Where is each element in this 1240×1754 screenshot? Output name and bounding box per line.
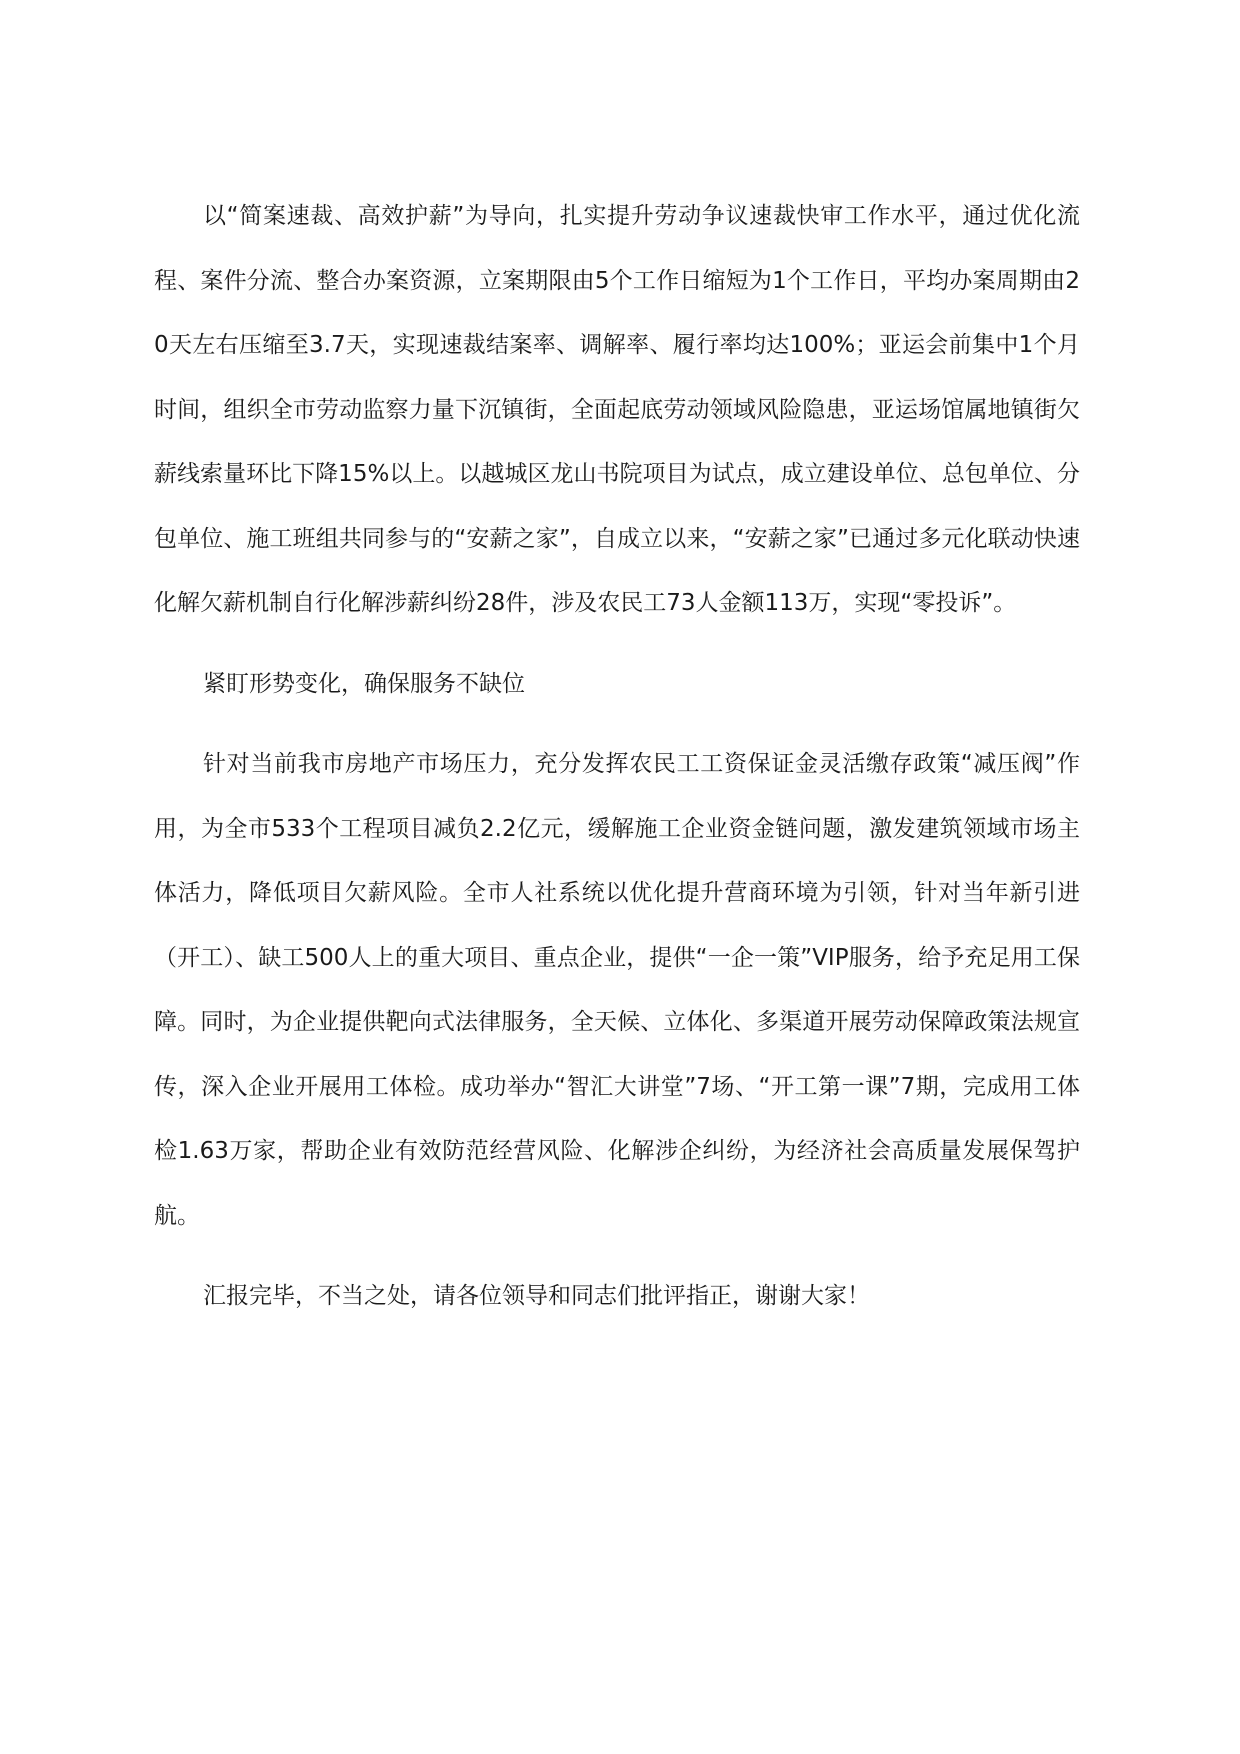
document-body xyxy=(154,184,1080,1345)
paragraph-wage-guarantee: 针对当前我市房地产市场压力，充分发挥农民工工资保证金灵活缴存政策“减压阀”作用，为全市533个工程项目减负2.2亿元，缓解施工企业资金链问题，激发建筑领域市场主体活力，降低项目欠薪风险。全市人社系统以优化提升营商环境为引领，针对当年新引进（开工）、缺工500人上的重大项目、重点企业，提供“一企一策”VIP服务，给予充足用工保障。同时，为企业提供靶向式法律服务，全天候、立体化、多渠道开展劳动保障政策法规宣传，深入企业开展用工体检。成功举办“智汇大讲堂”7场、“开工第一课”7期，完成用工体检1.63万家，帮助企业有效防范经营风险、化解涉企纠纷，为经济社会高质量发展保驾护航。 xyxy=(154,751,1080,1229)
paragraph-labor-arbitration: 以“简案速裁、高效护薪”为导向，扎实提升劳动争议速裁快审工作水平，通过优化流程、案件分流、整合办案资源，立案期限由5个工作日缩短为1个工作日，平均办案周期由20天左右压缩至3.7天，实现速裁结案率、调解率、履行率均达100%；亚运会前集中1个月时间，组织全市劳动监察力量下沉镇街，全面起底劳动领域风险隐患，亚运场馆属地镇街欠薪线索量环比下降15%以上。以越城区龙山书院项目为试点，成立建设单位、总包单位、分包单位、施工班组共同参与的“安薪之家”，自成立以来，“安薪之家”已通过多元化联动快速化解欠薪机制自行化解涉薪纠纷28件，涉及农民工73人金额113万，实现“零投诉”。 xyxy=(154,203,1080,616)
paragraph-closing-remarks: 汇报完毕，不当之处，请各位领导和同志们批评指正，谢谢大家！ xyxy=(203,1283,870,1309)
section-heading-service: 紧盯形势变化，确保服务不缺位 xyxy=(203,670,525,697)
